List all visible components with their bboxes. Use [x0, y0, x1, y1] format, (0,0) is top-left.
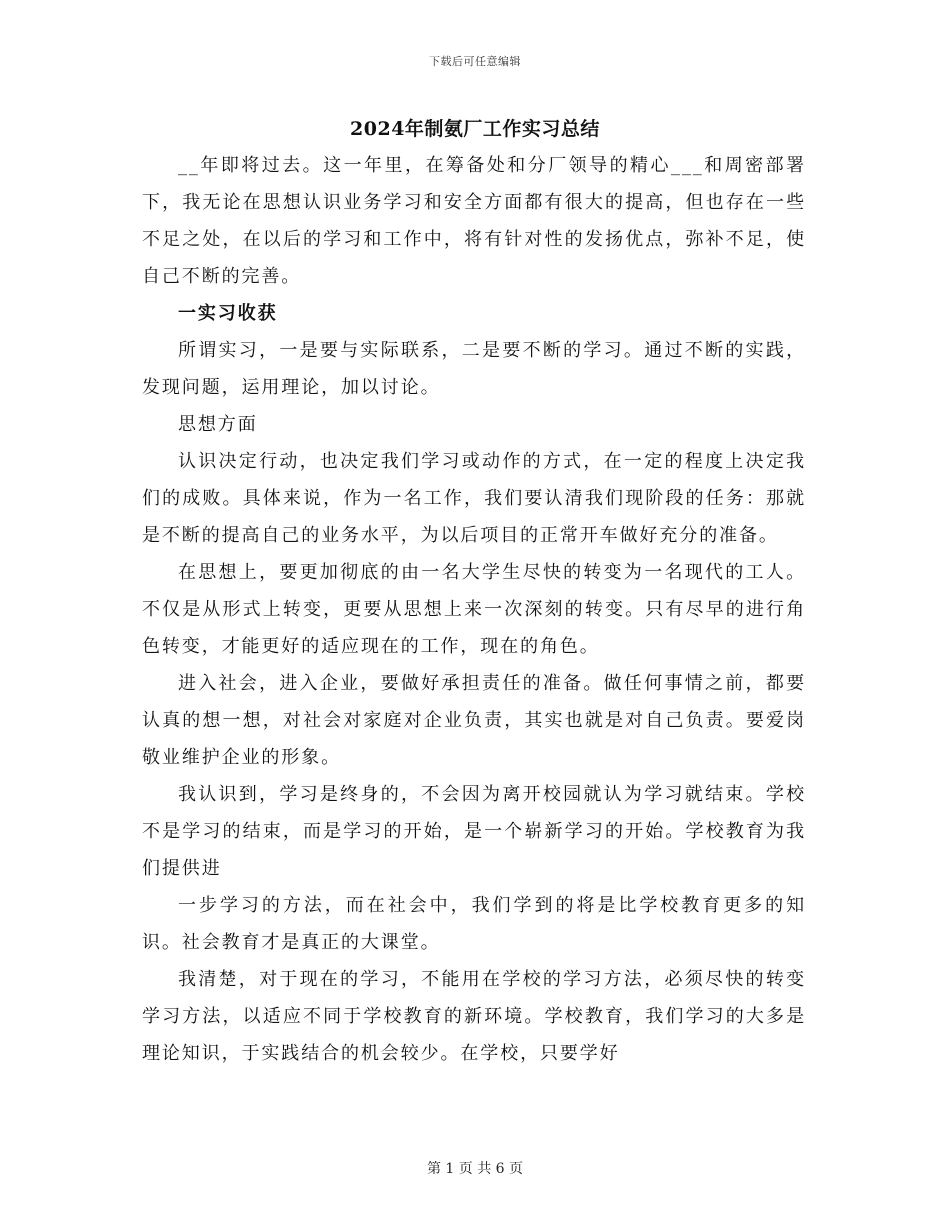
paragraph: 进入社会，进入企业，要做好承担责任的准备。做任何事情之前，都要认真的想一想，对社会对家庭对企业负责，其实也就是对自己负责。要爱岗敬业维护企业的形象。 — [142, 673, 806, 768]
document-title: 2024年制氨厂工作实习总结 — [350, 118, 600, 140]
paragraph: 在思想上，要更加彻底的由一名大学生尽快的转变为一名现代的工人。不仅是从形式上转变，更要从思想上来一次深刻的转变。只有尽早的进行角色转变，才能更好的适应现在的工作，现在的角色。 — [142, 562, 806, 657]
paragraph: 所谓实习，一是要与实际联系，二是要不断的学习。通过不断的实践，发现问题，运用理论，加以讨论。 — [142, 340, 806, 398]
document-body — [142, 147, 806, 1072]
paragraph: 一步学习的方法，而在社会中，我们学到的将是比学校教育更多的知识。社会教育才是真正的大课堂。 — [142, 895, 806, 953]
paragraph: 我认识到，学习是终身的，不会因为离开校园就认为学习就结束。学校不是学习的结束，而是学习的开始，是一个崭新学习的开始。学校教育为我们提供进 — [142, 784, 806, 879]
paragraph-intro: __年即将过去。这一年里，在筹备处和分厂领导的精心___和周密部署下，我无论在思想认识业务学习和安全方面都有很大的提高，但也存在一些不足之处，在以后的学习和工作中，将有针对性的发扬优点，弥补不足，使自己不断的完善。 — [142, 155, 806, 287]
page-number: 第 1 页 共 6 页 — [426, 1161, 524, 1177]
section-heading: 一实习收获 — [178, 303, 278, 324]
paragraph: 我清楚，对于现在的学习，不能用在学校的学习方法，必须尽快的转变学习方法，以适应不同于学校教育的新环境。学校教育，我们学习的大多是理论知识，于实践结合的机会较少。在学校，只要学好 — [142, 969, 806, 1064]
subsection-label: 思想方面 — [178, 414, 258, 435]
paragraph: 认识决定行动，也决定我们学习或动作的方式，在一定的程度上决定我们的成败。具体来说，作为一名工作，我们要认清我们现阶段的任务：那就是不断的提高自己的业务水平，为以后项目的正常开车做好充分的准备。 — [142, 451, 806, 546]
header-note: 下载后可任意编辑 — [429, 55, 521, 68]
